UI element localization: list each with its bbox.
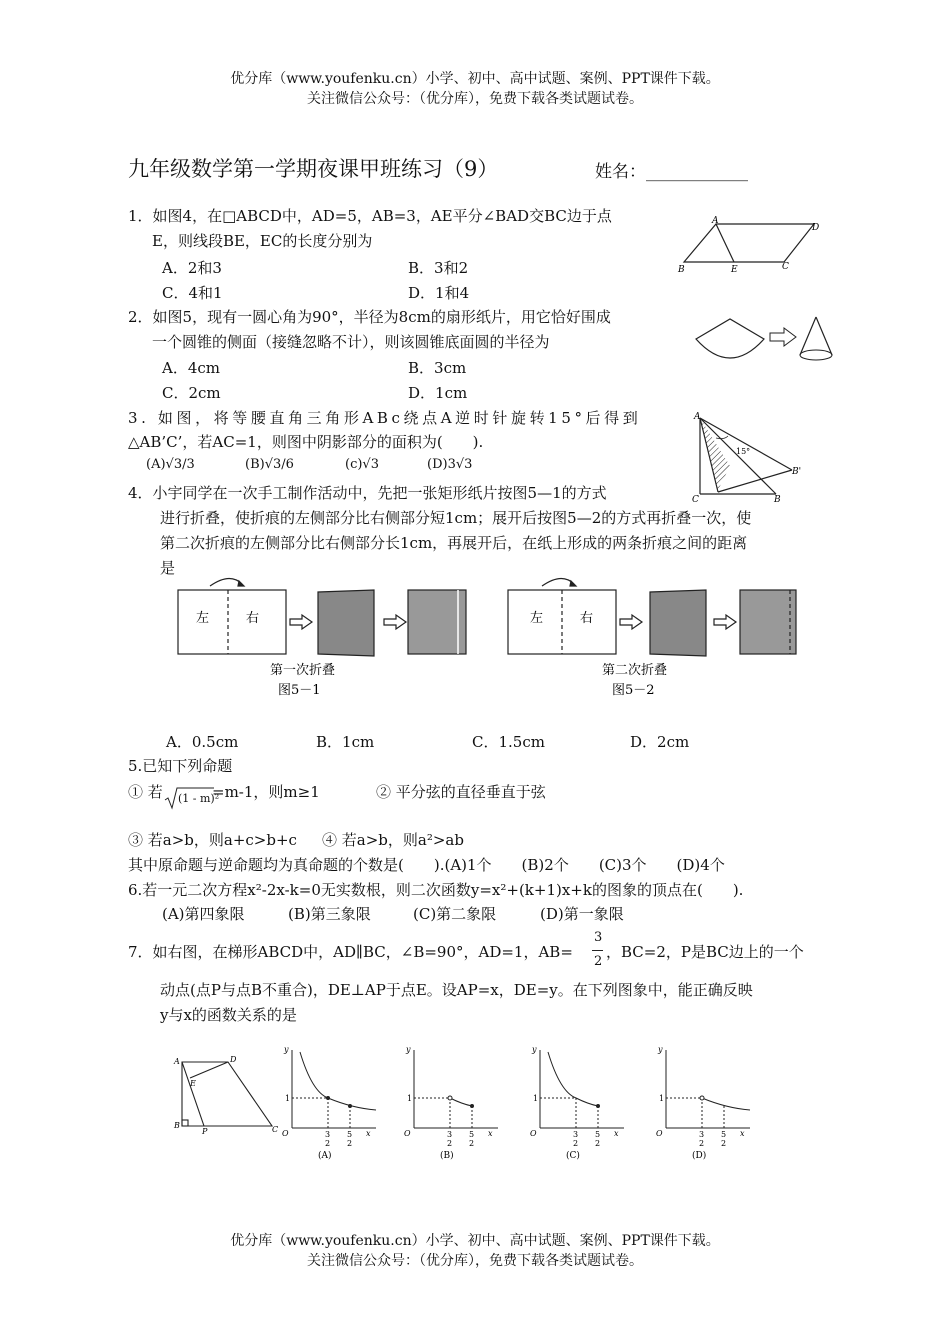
axis-label: 5	[595, 1130, 601, 1139]
axis-label: 2	[347, 1139, 353, 1148]
axis-label: x	[614, 1129, 619, 1138]
q4-option-a: A．0.5cm	[166, 733, 239, 751]
rotated-triangle-figure	[688, 410, 818, 506]
q1-option-d: D．1和4	[408, 284, 470, 302]
fold-left-label: 左	[196, 611, 210, 626]
q2-option-c: C．2cm	[162, 384, 221, 402]
q7-line-1a: 7．如右图，在梯形ABCD中，AD∥BC，∠B=90°，AD=1，AB=	[128, 943, 573, 961]
axis-label: x	[366, 1129, 371, 1138]
axis-label: O	[656, 1129, 663, 1138]
fig-label: B	[774, 495, 781, 505]
q5-prop-1a: ① 若	[128, 783, 163, 801]
q7-line-3: y与x的函数关系的是	[160, 1006, 297, 1024]
q5-line-1: 5.已知下列命题	[128, 757, 233, 775]
axis-label: 3	[573, 1130, 579, 1139]
q3-option-c: (c)√3	[345, 457, 379, 472]
fig-label: C	[782, 262, 789, 272]
q7-frac-num: 3	[594, 930, 603, 945]
q1-line-1: 1．如图4，在□ABCD中，AD=5，AB=3，AE平分∠BAD交BC边于点	[128, 207, 612, 225]
fig-label: A	[712, 216, 719, 226]
page-title: 九年级数学第一学期夜课甲班练习（9）	[128, 157, 499, 181]
axis-label: O	[530, 1129, 537, 1138]
axis-label: 1	[407, 1094, 413, 1103]
fig-caption: 图5－2	[612, 683, 655, 698]
q6-option-a: (A)第四象限	[162, 905, 245, 923]
folding-figures	[170, 572, 810, 702]
footer-line-1: 优分库（www.youfenku.cn）小学、初中、高中试题、案例、PPT课件下载。	[230, 1233, 720, 1249]
fig-label: B	[174, 1121, 180, 1130]
fold-right-label: 右	[246, 611, 260, 626]
q1-option-c: C．4和1	[162, 284, 223, 302]
axis-label: 2	[573, 1139, 579, 1148]
q5-sqrt-content: (1 - m)²	[178, 792, 220, 805]
graph-label-c: (C)	[566, 1151, 580, 1161]
axis-label: 2	[325, 1139, 331, 1148]
q6-line-1: 6.若一元二次方程x²-2x-k=0无实数根，则二次函数y=x²+(k+1)x+k的图象的顶点在( ).	[128, 881, 744, 899]
axis-label: 2	[699, 1139, 705, 1148]
q4-line-3: 第二次折痕的左侧部分比右侧部分长1cm，再展开后，在纸上形成的两条折痕之间的距离	[160, 534, 748, 552]
q3-option-d: (D)3√3	[427, 457, 473, 472]
graph-label-d: (D)	[692, 1151, 707, 1161]
axis-label: 2	[721, 1139, 727, 1148]
q4-option-d: D．2cm	[630, 733, 690, 751]
axis-label: 1	[533, 1094, 539, 1103]
q7-frac-bar	[592, 950, 603, 951]
q5-prop-4: ④ 若a>b，则a²>ab	[322, 831, 464, 849]
axis-label: 2	[447, 1139, 453, 1148]
fold-left-label: 左	[530, 611, 544, 626]
axis-label: y	[284, 1045, 289, 1054]
name-label: 姓名：____________	[595, 162, 748, 182]
q5-line-last: 其中原命题与逆命题均为真命题的个数是( ).(A)1个 (B)2个 (C)3个 (D)4个	[128, 856, 725, 874]
fig-label: E	[731, 265, 738, 275]
q2-option-d: D．1cm	[408, 384, 468, 402]
axis-label: O	[404, 1129, 411, 1138]
fold-right-label: 右	[580, 611, 594, 626]
axis-label: 5	[469, 1130, 475, 1139]
fig-label: C	[692, 495, 699, 505]
q4-line-1: 4．小宇同学在一次手工制作活动中，先把一张矩形纸片按图5—1的方式	[128, 484, 607, 502]
axis-label: 1	[659, 1094, 665, 1103]
q1-option-a: A．2和3	[162, 259, 222, 277]
fig-label: 15°	[736, 447, 751, 456]
q3-option-b: (B)√3/6	[245, 457, 294, 472]
q6-option-b: (B)第三象限	[288, 905, 371, 923]
fig-label: E	[190, 1079, 196, 1088]
axis-label: 2	[469, 1139, 475, 1148]
graph-label-b: (B)	[440, 1151, 454, 1161]
axis-label: 5	[347, 1130, 353, 1139]
parallelogram-figure	[672, 214, 822, 278]
header-line-2: 关注微信公众号：（优分库），免费下载各类试题试卷。	[307, 91, 643, 107]
q4-option-b: B．1cm	[316, 733, 375, 751]
axis-label: 5	[721, 1130, 727, 1139]
axis-label: y	[532, 1045, 537, 1054]
axis-label: x	[740, 1129, 745, 1138]
q5-prop-2: ② 平分弦的直径垂直于弦	[376, 783, 546, 801]
q3-line-2: △AB’C’，若AC=1，则图中阴影部分的面积为( ).	[128, 433, 484, 451]
q7-line-2: 动点(点P与点B不重合)，DE⊥AP于点E。设AP=x，DE=y。在下列图象中，能正确反映	[160, 981, 753, 999]
axis-label: 3	[447, 1130, 453, 1139]
q7-line-1b: ，BC=2，P是BC边上的一个	[606, 943, 804, 961]
axis-label: y	[406, 1045, 411, 1054]
axis-label: 3	[325, 1130, 331, 1139]
q2-option-a: A．4cm	[162, 359, 221, 377]
q4-option-c: C．1.5cm	[472, 733, 545, 751]
q3-line-1: 3. 如图，将等腰直角三角形ABc绕点A逆时针旋转15°后得到	[128, 409, 642, 427]
fig-label: C	[272, 1125, 279, 1134]
fig-label: A	[694, 412, 701, 422]
q1-line-2: E，则线段BE，EC的长度分别为	[152, 232, 373, 250]
q1-option-b: B．3和2	[408, 259, 469, 277]
axis-label: 2	[595, 1139, 601, 1148]
axis-label: y	[658, 1045, 663, 1054]
q4-line-2: 进行折叠，使折痕的左侧部分比右侧部分短1cm；展开后按图5—2的方式再折叠一次，使	[160, 509, 752, 527]
axis-label: O	[282, 1129, 289, 1138]
fig-label: D	[230, 1055, 237, 1064]
q6-option-d: (D)第一象限	[540, 905, 624, 923]
axis-label: 1	[285, 1094, 291, 1103]
fig-caption: 第一次折叠	[270, 663, 336, 678]
q2-line-1: 2．如图5，现有一圆心角为90°，半径为8cm的扇形纸片，用它恰好围成	[128, 308, 611, 326]
fig-caption: 第二次折叠	[602, 663, 668, 678]
q7-graphs	[170, 1042, 780, 1172]
header-line-1: 优分库（www.youfenku.cn）小学、初中、高中试题、案例、PPT课件下载。	[230, 71, 720, 87]
q5-prop-3: ③ 若a>b，则a+c>b+c	[128, 831, 297, 849]
q2-line-2: 一个圆锥的侧面（接缝忽略不计），则该圆锥底面圆的半径为	[152, 333, 550, 351]
fig-label: B'	[792, 467, 802, 477]
q3-option-a: (A)√3/3	[146, 457, 195, 472]
axis-label: 3	[699, 1130, 705, 1139]
q7-frac-den: 2	[594, 954, 603, 969]
axis-label: x	[488, 1129, 493, 1138]
graph-label-a: (A)	[318, 1151, 332, 1161]
fig-label: A	[174, 1057, 180, 1066]
q5-prop-1b: =m-1，则m≥1	[212, 783, 320, 801]
fig-label: B	[678, 265, 685, 275]
fig-label: P	[202, 1127, 208, 1136]
sector-cone-figure	[688, 315, 848, 373]
q4-line-4: 是	[160, 559, 176, 577]
fig-label: D	[812, 223, 820, 233]
footer-line-2: 关注微信公众号：（优分库），免费下载各类试题试卷。	[307, 1253, 643, 1269]
q2-option-b: B．3cm	[408, 359, 467, 377]
fig-caption: 图5－1	[278, 683, 321, 698]
q6-option-c: (C)第二象限	[413, 905, 497, 923]
